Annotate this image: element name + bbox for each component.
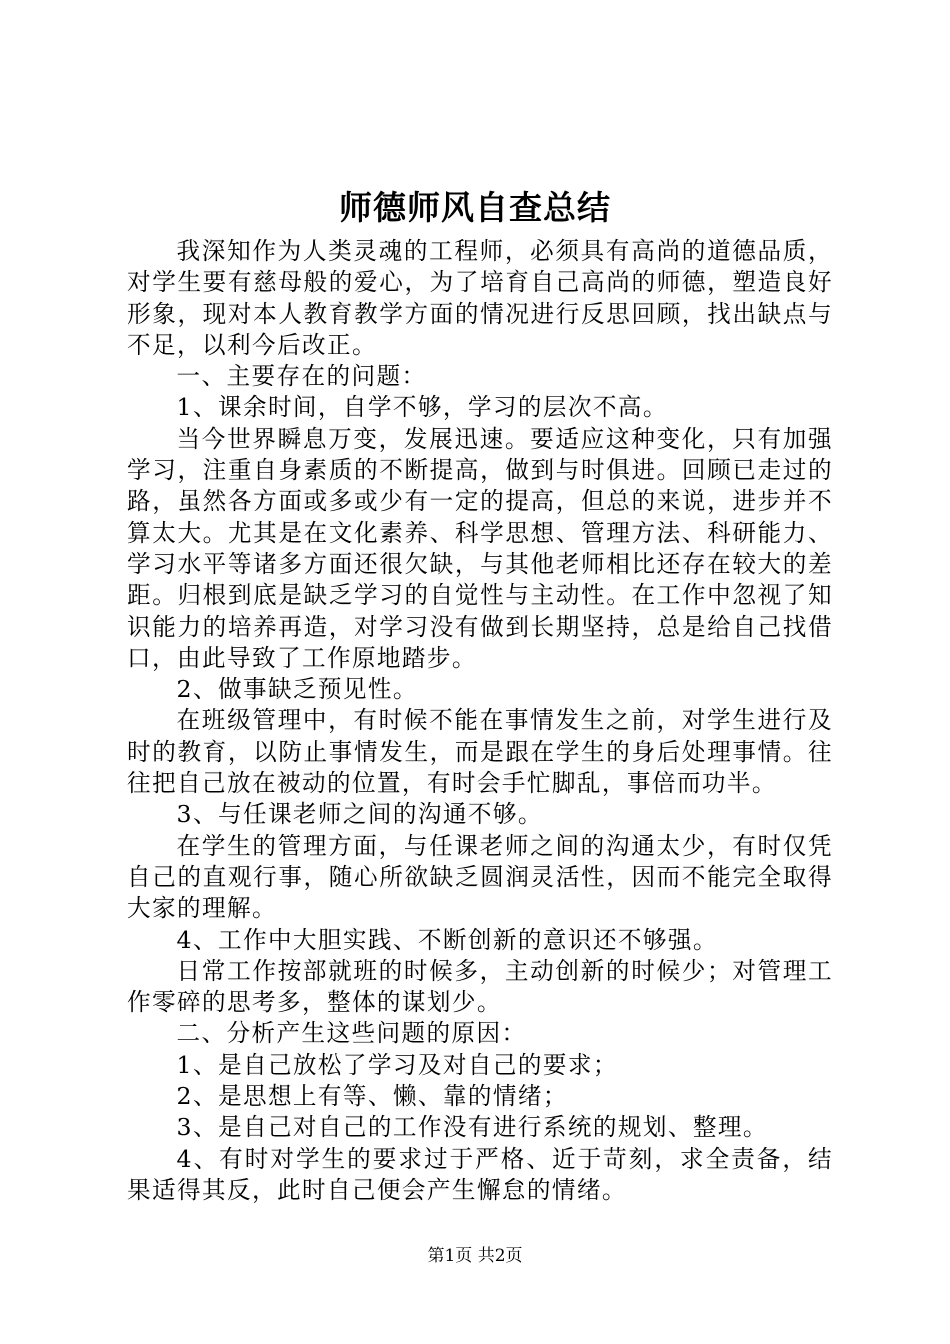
cause-item-3: 3、是自己对自己的工作没有进行系统的规划、整理。 (176, 1113, 768, 1142)
paragraph-intro: 我深知作为人类灵魂的工程师，必须具有高尚的道德品质，对学生要有慈母般的爱心，为了培育自己高尚的师德，塑造良好形象，现对本人教育教学方面的情况进行反思回顾，找出缺点与不足，以利今后改正。 (127, 237, 833, 359)
cause-item-2: 2、是思想上有等、懒、靠的情绪； (176, 1082, 568, 1111)
section-heading-causes: 二、分析产生这些问题的原因： (176, 1019, 527, 1048)
problem-detail-4: 日常工作按部就班的时候多，主动创新的时候少；对管理工作零碎的思考多，整体的谋划少。 (127, 956, 833, 1017)
problem-item-1: 1、课余时间，自学不够，学习的层次不高。 (176, 393, 668, 422)
problem-item-2: 2、做事缺乏预见性。 (176, 675, 418, 704)
problem-item-4: 4、工作中大胆实践、不断创新的意识还不够强。 (176, 925, 718, 954)
problem-detail-2: 在班级管理中，有时候不能在事情发生之前，对学生进行及时的教育，以防止事情发生，而是跟在学生的身后处理事情。往往把自己放在被动的位置，有时会手忙脚乱，事倍而功半。 (127, 706, 833, 798)
problem-detail-3: 在学生的管理方面，与任课老师之间的沟通太少，有时仅凭自己的直观行事，随心所欲缺乏圆润灵活性，因而不能完全取得大家的理解。 (127, 831, 833, 923)
problem-item-3: 3、与任课老师之间的沟通不够。 (176, 800, 543, 829)
cause-item-4: 4、有时对学生的要求过于严格、近于苛刻，求全责备，结果适得其反，此时自己便会产生懈怠的情绪。 (127, 1144, 833, 1204)
page-footer: 第1页 共2页 (427, 1246, 523, 1266)
document-title: 师德师风自查总结 (339, 188, 611, 227)
section-heading-problems: 一、主要存在的问题： (176, 362, 427, 391)
document-body (127, 236, 833, 1206)
problem-detail-1: 当今世界瞬息万变，发展迅速。要适应这种变化，只有加强学习，注重自身素质的不断提高，做到与时俱进。回顾已走过的路，虽然各方面或多或少有一定的提高，但总的来说，进步并不算太大。尤其是在文化素养、科学思想、管理方法、科研能力、学习水平等诸多方面还很欠缺，与其他老师相比还存在较大的差距。归根到底是缺乏学习的自觉性与主动性。在工作中忽视了知识能力的培养再造，对学习没有做到长期坚持，总是给自己找借口，由此导致了工作原地踏步。 (127, 424, 833, 672)
cause-item-1: 1、是自己放松了学习及对自己的要求； (176, 1050, 618, 1079)
